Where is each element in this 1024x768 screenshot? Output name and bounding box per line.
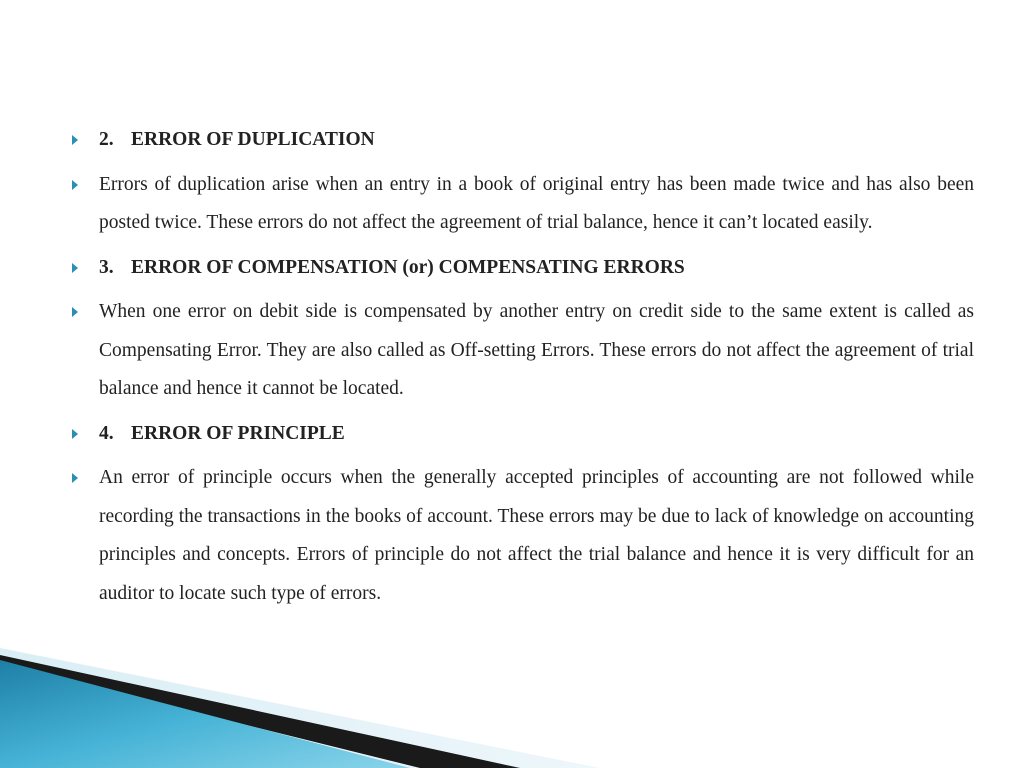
paragraph-text: When one error on debit side is compensated by another entry on credit side to the same extent is called as Compensating Error. They are also called as Off-setting Errors. These errors do not affect the agreement of trial balance and hence it cannot be located. — [99, 301, 974, 399]
section-title: ERROR OF DUPLICATION — [131, 129, 375, 150]
section-heading-item — [68, 249, 974, 294]
section-title: ERROR OF COMPENSATION (or) COMPENSATING ERRORS — [131, 256, 685, 278]
paragraph-item — [68, 166, 974, 249]
section-heading — [99, 121, 974, 160]
section-number: 4. — [99, 422, 114, 444]
section-heading — [99, 249, 974, 288]
triangle-bullet-icon — [68, 459, 99, 497]
triangle-bullet-icon — [68, 249, 99, 287]
section-number: 2. — [99, 129, 114, 150]
paragraph-text: An error of principle occurs when the generally accepted principles of accounting are not followed while recording the transactions in the books of account. These errors may be due to lack of knowledge on accounting principles and concepts. Errors of principle do not affect the trial balance and hence it is very difficult for an auditor to locate such type of errors. — [99, 467, 974, 604]
section-heading-item — [68, 121, 974, 166]
triangle-bullet-icon — [68, 293, 99, 331]
section-heading — [99, 415, 974, 454]
paragraph-item — [68, 293, 974, 415]
section-title: ERROR OF PRINCIPLE — [131, 422, 345, 444]
triangle-bullet-icon — [68, 415, 99, 453]
triangle-bullet-icon — [68, 121, 99, 159]
section-number: 3. — [99, 256, 114, 278]
paragraph-item — [68, 459, 974, 619]
bullet-list — [68, 121, 974, 619]
section-heading-item — [68, 415, 974, 460]
paragraph-text: Errors of duplication arise when an entry in a book of original entry has been made twice and has also been posted twice. These errors do not affect the agreement of trial balance, hence it can’t located easily. — [99, 173, 974, 233]
triangle-bullet-icon — [68, 166, 99, 204]
